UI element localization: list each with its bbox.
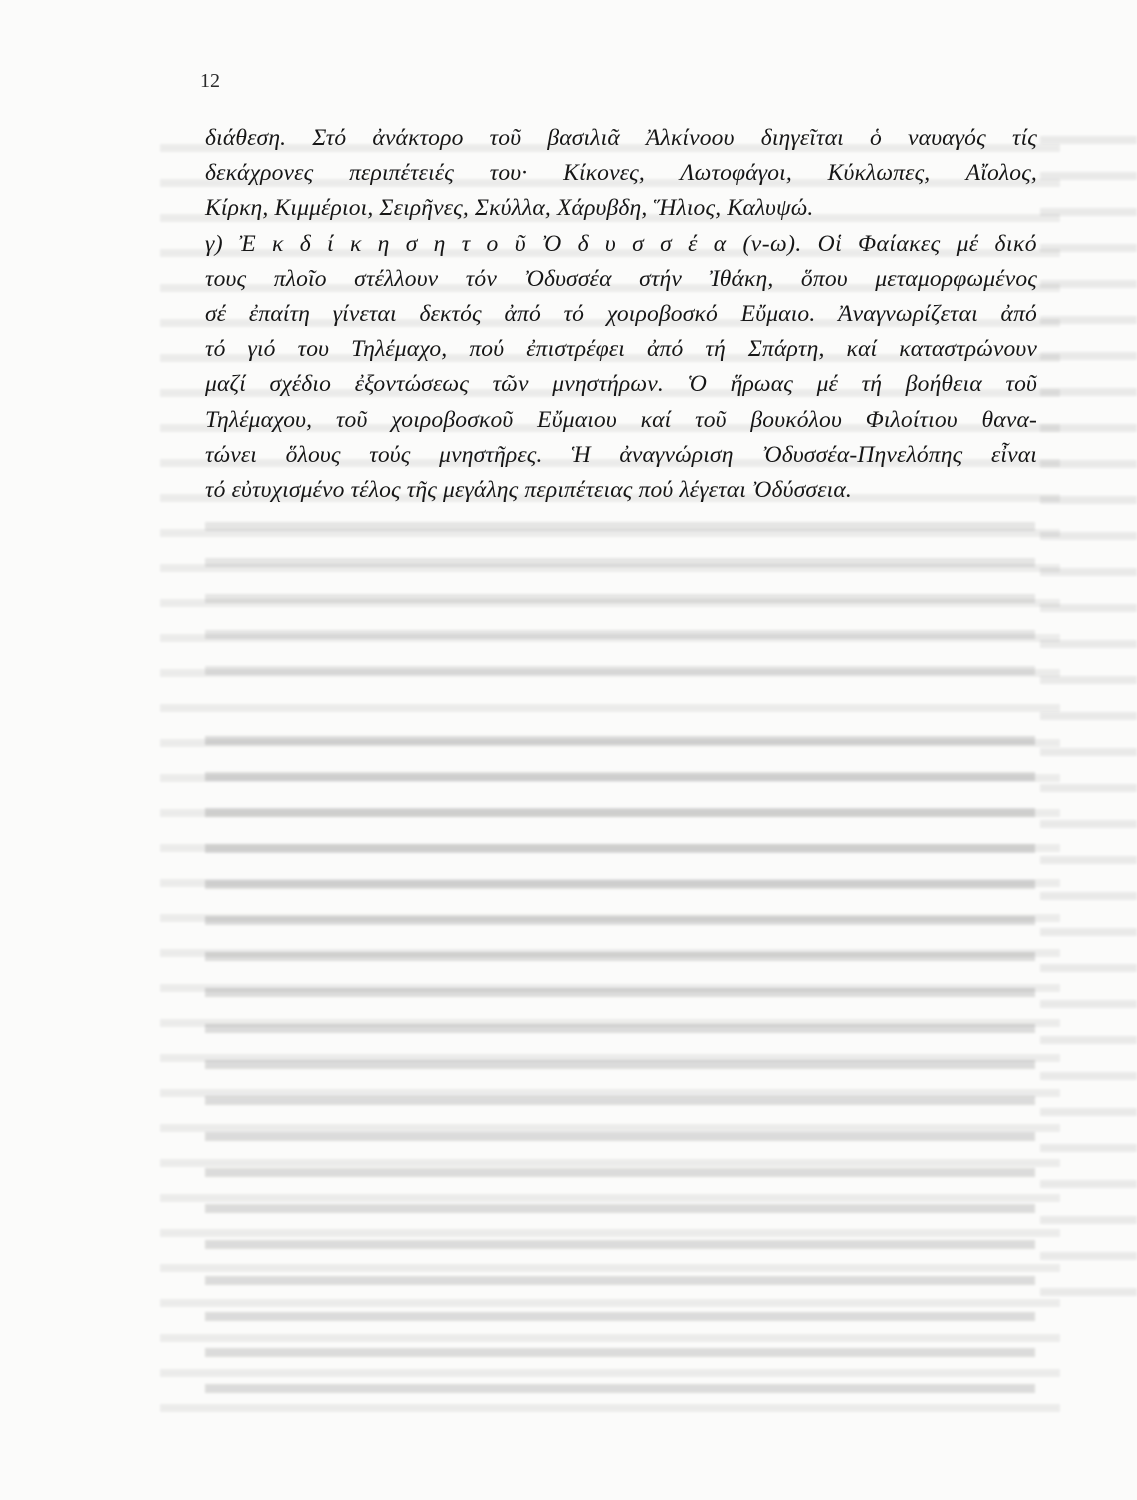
page-number: 12: [200, 70, 220, 92]
reverse-side-bleed-through-middle: [205, 505, 1035, 685]
text-line: τους πλοῖο στέλλουν τόν Ὀδυσσέα στήν Ἰθάκη, ὅπου μεταμορφωμένος: [205, 265, 1037, 292]
text-line: Τηλέμαχου, τοῦ χοιροβοσκοῦ Εὔμαιου καί τοῦ βουκόλου Φιλοίτιου θανα-: [205, 406, 1037, 433]
body-text: [205, 121, 1037, 508]
reverse-side-bleed-through-right: [1040, 120, 1137, 1300]
text-line: τώνει ὅλους τούς μνηστῆρες. Ἡ ἀναγνώριση Ὀδυσσέα-Πηνελόπης εἶναι: [205, 441, 1037, 468]
text-line: σέ ἐπαίτη γίνεται δεκτός ἀπό τό χοιροβοσκό Εὔμαιο. Ἀναγνωρίζεται ἀπό: [205, 300, 1037, 327]
text-line: μαζί σχέδιο ἐξοντώσεως τῶν μνηστήρων. Ὁ ἥρωας μέ τή βοήθεια τοῦ: [205, 371, 1037, 398]
text-line: δεκάχρονες περιπέτειές του· Κίκονες, Λωτοφάγοι, Κύκλωπες, Αἴολος,: [205, 160, 1037, 187]
reverse-side-bleed-through-lower: [205, 720, 1035, 1410]
text-line: διάθεση. Στό ἀνάκτορο τοῦ βασιλιᾶ Ἀλκίνοου διηγεῖται ὁ ναυαγός τίς: [205, 125, 1037, 151]
section-heading-line: γ) Ἐ κ δ ί κ η σ η τ ο ῦ Ὀ δ υ σ σ έ α (ν-ω). Οἱ Φαίακες μέ δικό: [205, 230, 1037, 257]
text-line: τό γιό του Τηλέμαχο, πού ἐπιστρέφει ἀπό τή Σπάρτη, καί καταστρώνουν: [205, 336, 1037, 363]
text-line: τό εὐτυχισμένο τέλος τῆς μεγάλης περιπέτειας πού λέγεται Ὀδύσσεια.: [205, 476, 852, 503]
text-line: Κίρκη, Κιμμέριοι, Σειρῆνες, Σκύλλα, Χάρυβδη, Ἥλιος, Καλυψώ.: [205, 195, 814, 222]
